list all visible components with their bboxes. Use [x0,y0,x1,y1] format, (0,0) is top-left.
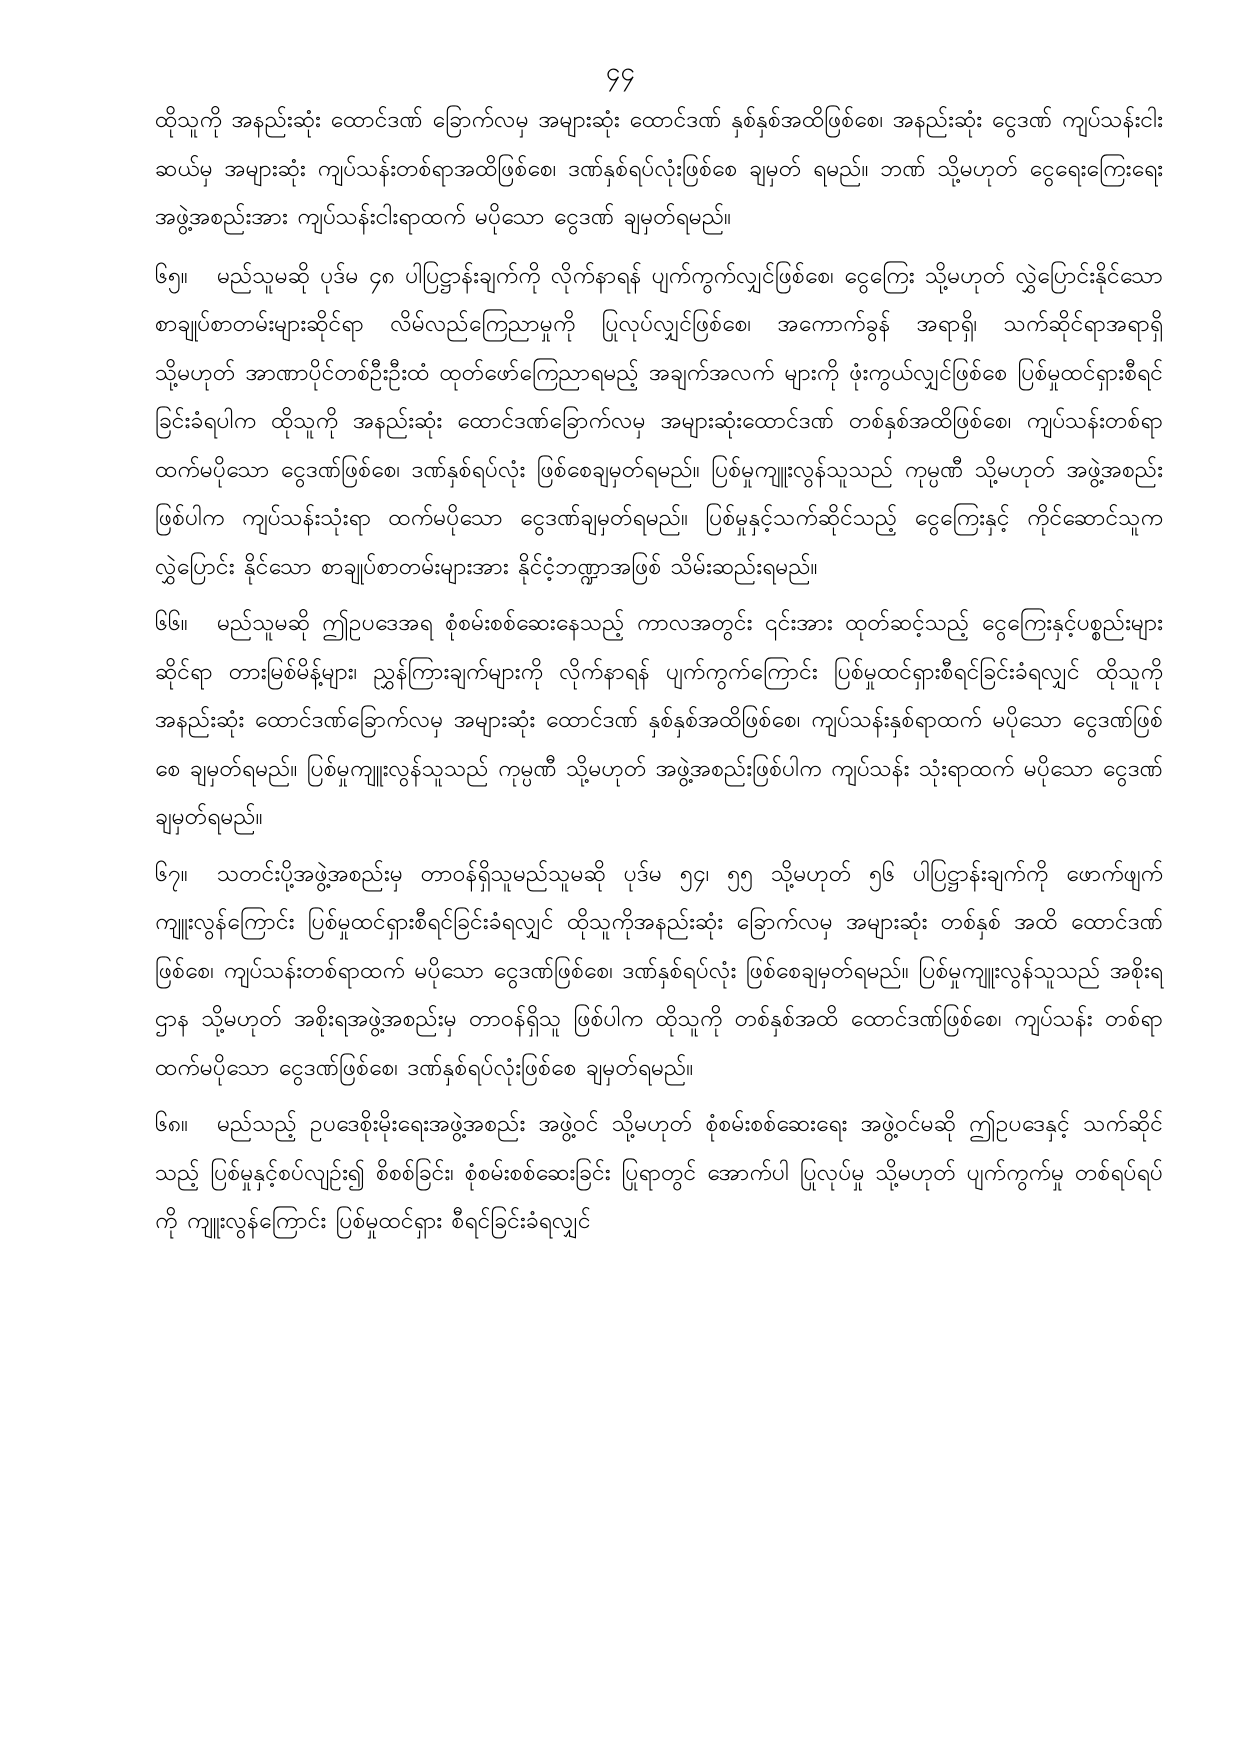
section-number: ၆၅။ [155,262,188,289]
page-number: ၄၄ [605,57,636,87]
paragraph-text: ထိုသူကို အနည်းဆုံး ထောင်ဒဏ် ခြောက်လမှ အများဆုံး ထောင်ဒဏ် နှစ်နှစ်အထိဖြစ်စေ၊ အနည်းဆုံး ငွေဒဏ် ကျပ်သန်းငါးဆယ်မှ အများဆုံး ကျပ်သန်းတစ်ရာအထိဖြစ်စေ၊ ဒဏ်နှစ်ရပ်လုံးဖြစ်စေ ချမှတ် ရမည်။ ဘဏ် သို့မဟုတ် ငွေရေးကြေးရေးအဖွဲ့အစည်းအား ကျပ်သန်းငါးရာထက် မပိုသော ငွေဒဏ် ချမှတ်ရမည်။ [155,107,1163,230]
section-number: ၆၇။ [155,860,188,887]
paragraph-65 [155,252,1163,592]
paragraph-text: မည်သူမဆို ပုဒ်မ ၄၈ ပါပြဋ္ဌာန်းချက်ကို လိုက်နာရန် ပျက်ကွက်လျှင်ဖြစ်စေ၊ ငွေကြေး သို့မဟုတ် လွှဲပြောင်းနိုင်သောစာချုပ်စာတမ်းများဆိုင်ရာ လိမ်လည်ကြေညာမှုကို ပြုလုပ်လျှင်ဖြစ်စေ၊ အကောက်ခွန် အရာရှိ၊ သက်ဆိုင်ရာအရာရှိ သို့မဟုတ် အာဏာပိုင်တစ်ဦးဦးထံ ထုတ်ဖော်ကြေညာရမည့် အချက်အလက် များကို ဖုံးကွယ်လျှင်ဖြစ်စေ ပြစ်မှုထင်ရှားစီရင်ခြင်းခံရပါက ထိုသူကို အနည်းဆုံး ထောင်ဒဏ်ခြောက်လမှ အများဆုံးထောင်ဒဏ် တစ်နှစ်အထိဖြစ်စေ၊ ကျပ်သန်းတစ်ရာထက်မပိုသော ငွေဒဏ်ဖြစ်စေ၊ ဒဏ်နှစ်ရပ်လုံး ဖြစ်စေချမှတ်ရမည်။ ပြစ်မှုကျူးလွန်သူသည် ကုမ္ပဏီ သို့မဟုတ် အဖွဲ့အစည်းဖြစ်ပါက ကျပ်သန်းသုံးရာ ထက်မပိုသော ငွေဒဏ်ချမှတ်ရမည်။ ပြစ်မှုနှင့်သက်ဆိုင်သည့် ငွေကြေးနှင့် ကိုင်ဆောင်သူက လွှဲပြောင်း နိုင်သော စာချုပ်စာတမ်းများအား နိုင်ငံ့ဘဏ္ဍာအဖြစ် သိမ်းဆည်းရမည်။ [155,262,1163,580]
paragraph-text: မည်သူမဆို ဤဥပဒေအရ စုံစမ်းစစ်ဆေးနေသည့် ကာလအတွင်း ၎င်းအား ထုတ်ဆင့်သည့် ငွေကြေးနှင့်ပစ္စည်းများဆိုင်ရာ တားမြစ်မိန့်များ၊ ညွှန်ကြားချက်များကို လိုက်နာရန် ပျက်ကွက်ကြောင်း ပြစ်မှုထင်ရှားစီရင်ခြင်းခံရလျှင် ထိုသူကို အနည်းဆုံး ထောင်ဒဏ်ခြောက်လမှ အများဆုံး ထောင်ဒဏ် နှစ်နှစ်အထိဖြစ်စေ၊ ကျပ်သန်းနှစ်ရာထက် မပိုသော ငွေဒဏ်ဖြစ်စေ ချမှတ်ရမည်။ ပြစ်မှုကျူးလွန်သူသည် ကုမ္ပဏီ သို့မဟုတ် အဖွဲ့အစည်းဖြစ်ပါက ကျပ်သန်း သုံးရာထက် မပိုသော ငွေဒဏ်ချမှတ်ရမည်။ [155,610,1163,830]
section-number: ၆၈။ [155,1111,189,1137]
paragraph-text: မည်သည့် ဥပဒေစိုးမိုးရေးအဖွဲ့အစည်း အဖွဲ့ဝင် သို့မဟုတ် စုံစမ်းစစ်ဆေးရေး အဖွဲ့ဝင်မဆို ဤဥပဒေနှင့် သက်ဆိုင်သည့် ပြစ်မှုနှင့်စပ်လျဉ်း၍ စိစစ်ခြင်း၊ စုံစမ်းစစ်ဆေးခြင်း ပြုရာတွင် အောက်ပါ ပြုလုပ်မှု သို့မဟုတ် ပျက်ကွက်မှု တစ်ရပ်ရပ်ကို ကျူးလွန်ကြောင်း ပြစ်မှုထင်ရှား စီရင်ခြင်းခံရလျှင် [155,1111,1163,1234]
paragraph-continued [155,96,1163,242]
page-body [155,96,1163,1254]
paragraph-67 [155,850,1163,1093]
paragraph-66 [155,599,1163,842]
paragraph-68 [155,1100,1163,1246]
section-number: ၆၆။ [155,610,188,636]
paragraph-text: သတင်းပို့အဖွဲ့အစည်းမှ တာဝန်ရှိသူမည်သူမဆို ပုဒ်မ ၅၄၊ ၅၅ သို့မဟုတ် ၅၆ ပါပြဋ္ဌာန်းချက်ကို ဖောက်ဖျက်ကျူးလွန်ကြောင်း ပြစ်မှုထင်ရှားစီရင်ခြင်းခံရလျှင် ထိုသူကိုအနည်းဆုံး ခြောက်လမှ အများဆုံး တစ်နှစ် အထိ ထောင်ဒဏ်ဖြစ်စေ၊ ကျပ်သန်းတစ်ရာထက် မပိုသော ငွေဒဏ်ဖြစ်စေ၊ ဒဏ်နှစ်ရပ်လုံး ဖြစ်စေချမှတ်ရမည်။ ပြစ်မှုကျူးလွန်သူသည် အစိုးရဌာန သို့မဟုတ် အစိုးရအဖွဲ့အစည်းမှ တာဝန်ရှိသူ ဖြစ်ပါက ထိုသူကို တစ်နှစ်အထိ ထောင်ဒဏ်ဖြစ်စေ၊ ကျပ်သန်း တစ်ရာထက်မပိုသော ငွေဒဏ်ဖြစ်စေ၊ ဒဏ်နှစ်ရပ်လုံးဖြစ်စေ ချမှတ်ရမည်။ [155,860,1163,1081]
